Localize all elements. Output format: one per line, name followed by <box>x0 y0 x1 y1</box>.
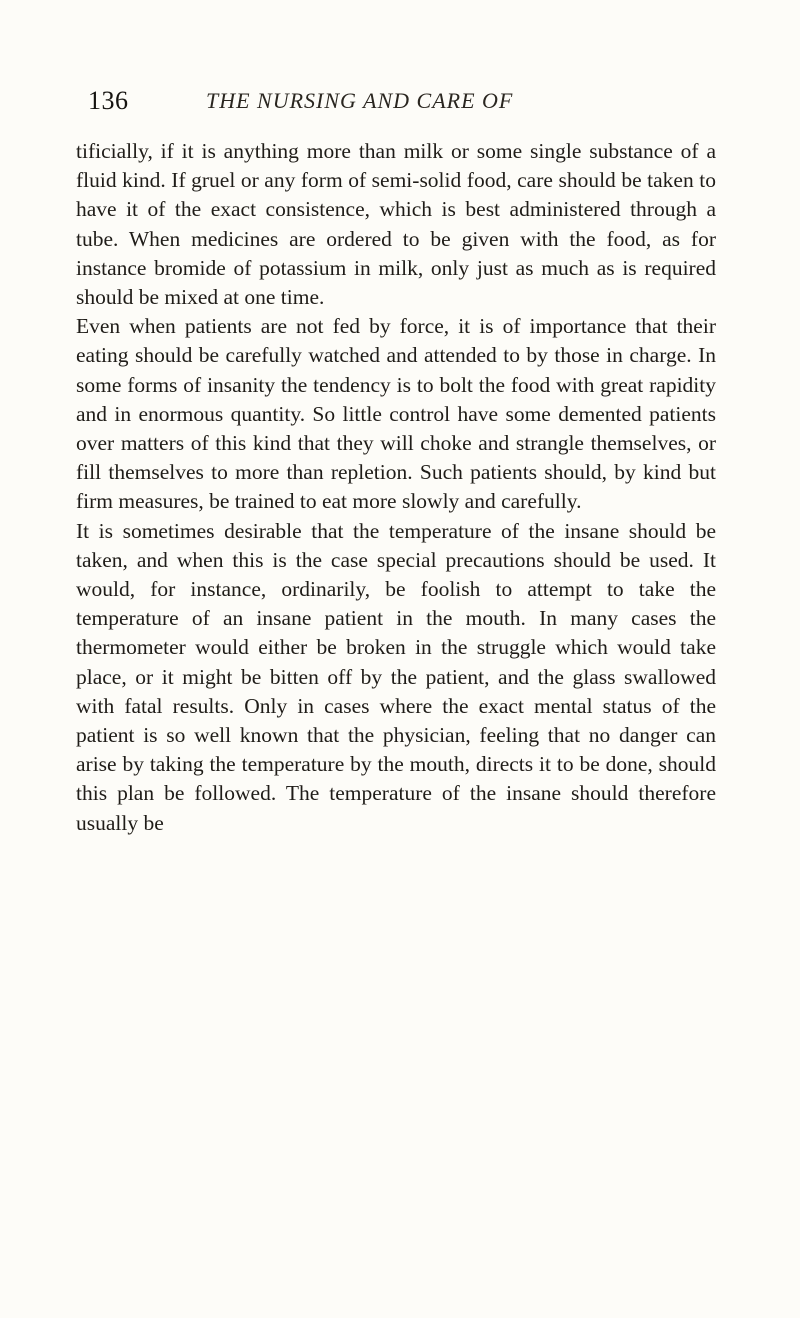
paragraph-1: tificially, if it is anything more than milk or some single substance of a fluid kind. If gruel or any form of semi-solid food, care should be taken to have it of the exact consistence, which is best administered through a tube. When medicines are ordered to be given with the food, as for instance bromide of potassium in milk, only just as much as is required should be mixed at one time. <box>76 139 716 310</box>
body-text <box>76 137 716 838</box>
paragraph-2: Even when patients are not fed by force, it is of importance that their eating should be carefully watched and attended to by those in charge. In some forms of insanity the tendency is to bolt the food with great rapidity and in enormous quantity. So little control have some demented patients over matters of this kind that they will choke and strangle themselves, or fill themselves to more than repletion. Such patients should, by kind but firm measures, be trained to eat more slowly and carefully. <box>76 314 716 514</box>
paragraph-3: It is sometimes desirable that the temperature of the insane should be taken, and when this is the case special precautions should be used. It would, for instance, ordinarily, be foolish to attempt to take the temperature of an insane patient in the mouth. In many cases the thermometer would either be broken in the struggle which would take place, or it might be bitten off by the patient, and the glass swallowed with fatal results. Only in cases where the exact mental status of the patient is so well known that the physician, feeling that no danger can arise by taking the temperature by the mouth, directs it to be done, should this plan be followed. The temperature of the insane should therefore usually be <box>76 518 716 835</box>
page-header <box>88 86 728 126</box>
page-number: 136 <box>88 86 129 115</box>
running-title: THE NURSING AND CARE OF <box>206 88 514 113</box>
